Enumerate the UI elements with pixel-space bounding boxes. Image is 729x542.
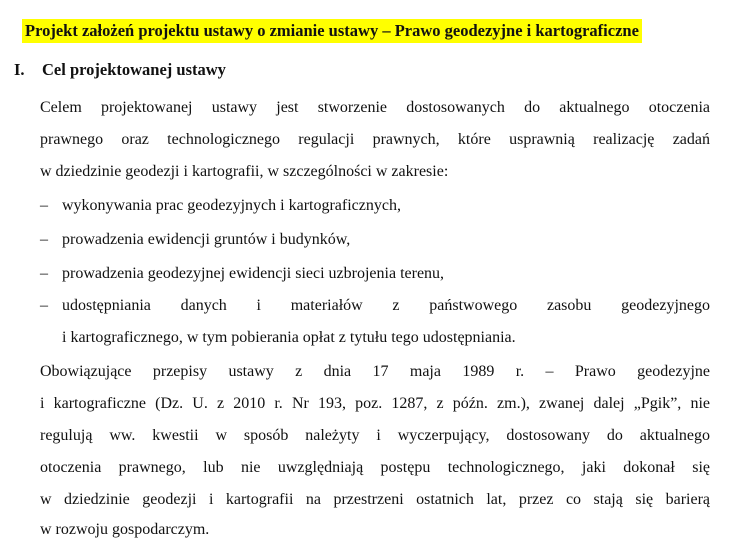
bullet-text: wykonywania prac geodezyjnych i kartograficznych, [62,197,401,214]
body-line-5: w dziedzinie geodezji i kartografii na przestrzeni ostatnich lat, przez co stają się barierą [40,491,710,508]
intro-line-2: prawnego oraz technologicznego regulacji prawnych, które usprawnią realizację zadań [40,131,710,148]
body-line-1: Obowiązujące przepisy ustawy z dnia 17 maja 1989 r. – Prawo geodezyjne [40,363,710,380]
bullet-text: prowadzenia geodezyjnej ewidencji sieci uzbrojenia terenu, [62,265,445,282]
bullet-text: udostępniania danych i materiałów z państwowego zasobu geodezyjnego [62,297,710,314]
bullet-item [40,262,710,286]
bullet-dash: – [40,265,48,282]
bullet-item [40,228,710,252]
intro-line-3: w dziedzinie geodezji i kartografii, w szczególności w zakresie: [40,163,449,180]
bullet-dash: – [40,197,48,214]
body-line-2: i kartograficzne (Dz. U. z 2010 r. Nr 193, poz. 1287, z późn. zm.), zwanej dalej „Pgik”, nie [40,395,710,412]
body-line-4: otoczenia prawnego, lub nie uwzględniają postępu technologicznego, jaki dokonał się [40,459,710,476]
title-highlight: Projekt założeń projektu ustawy o zmianie ustawy – Prawo geodezyjne i kartograficzne [22,19,642,43]
bullet-continuation-text: i kartograficznego, w tym pobierania opłat z tytułu tego udostępniania. [62,329,516,346]
bullet-item [40,194,710,218]
body-line-6: w rozwoju gospodarczym. [40,521,210,538]
section-heading [14,58,226,82]
document-title [22,18,642,44]
bullet-dash: – [40,297,48,314]
bullet-continuation [40,326,710,350]
section-title: Cel projektowanej ustawy [42,60,226,79]
intro-line-1: Celem projektowanej ustawy jest stworzenie dostosowanych do aktualnego otoczenia [40,99,710,116]
bullet-item [40,294,710,318]
section-number: I. [14,60,25,79]
body-line-3: regulują ww. kwestii w sposób należyty i wyczerpujący, dostosowany do aktualnego [40,427,710,444]
bullet-text: prowadzenia ewidencji gruntów i budynków, [62,231,351,248]
bullet-dash: – [40,231,48,248]
